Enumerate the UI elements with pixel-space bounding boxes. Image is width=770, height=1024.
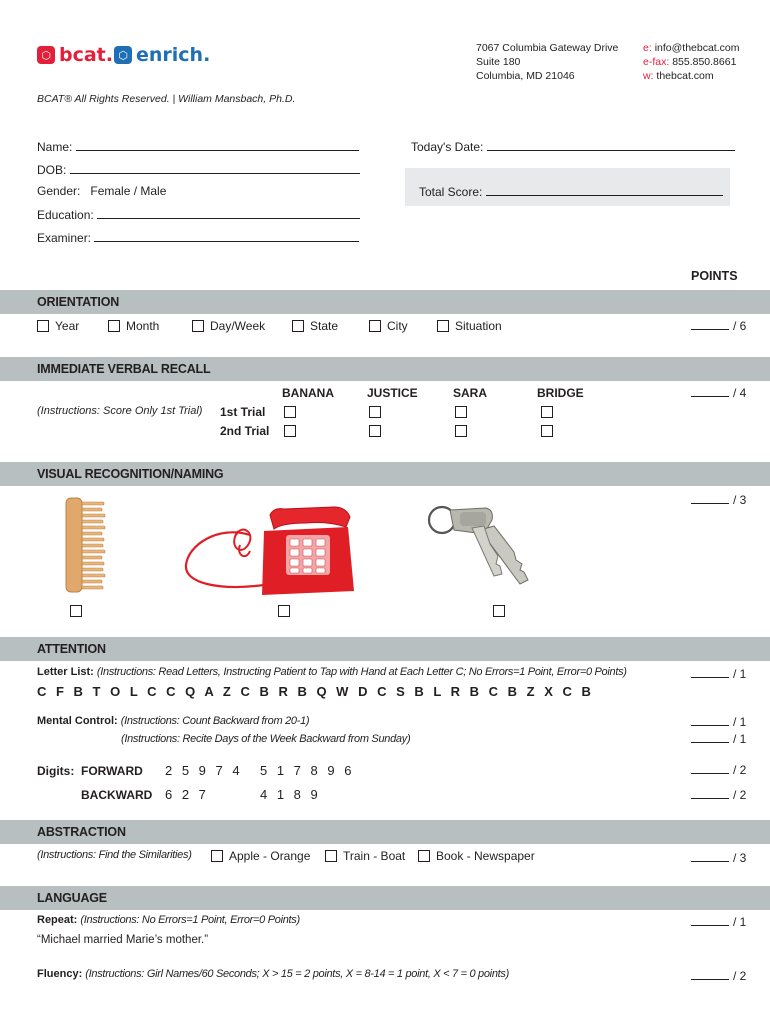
mental-control-instructions-1: (Instructions: Count Backward from 20-1)	[120, 715, 310, 727]
fax-number: 855.850.8661	[672, 56, 737, 68]
mental-control-score-2[interactable]	[691, 732, 746, 746]
language-title: LANGUAGE	[37, 891, 107, 905]
address-line-1: 7067 Columbia Gateway Drive	[476, 42, 619, 54]
backward-digits-1: 6 2 7	[165, 787, 209, 802]
backward-digits-2: 4 1 8 9	[260, 787, 321, 802]
situation-checkbox[interactable]	[437, 320, 449, 332]
mental-control-score-1[interactable]	[691, 715, 746, 729]
total-score-label: Total Score:	[419, 185, 483, 199]
web-link[interactable]: thebcat.com	[656, 70, 714, 82]
mental-control-score-1-max: / 1	[733, 715, 747, 729]
keys-image	[424, 500, 534, 592]
trial-2-label: 2nd Trial	[220, 424, 270, 438]
gender-label: Gender:	[37, 184, 81, 198]
recall-band	[0, 357, 770, 381]
attention-band	[0, 637, 770, 661]
fluency-score-max: / 2	[733, 969, 747, 983]
recall-title: IMMEDIATE VERBAL RECALL	[37, 362, 211, 376]
mental-control-instructions-2: (Instructions: Recite Days of the Week Backward from Sunday)	[121, 733, 411, 745]
letter-sequence: C F B T O L C C Q A Z C B R B Q W D C S B L R B C B Z X C B	[37, 684, 591, 699]
address-line-2: Suite 180	[476, 56, 521, 68]
comb-checkbox[interactable]	[70, 605, 82, 617]
dob-field[interactable]	[37, 162, 360, 177]
enrich-logo-icon: ⬡	[114, 46, 132, 64]
situation-label: Situation	[455, 319, 502, 333]
recall-word-banana: BANANA	[282, 386, 334, 400]
education-label: Education:	[37, 208, 94, 222]
trial1-banana-checkbox[interactable]	[284, 406, 296, 418]
trial2-banana-checkbox[interactable]	[284, 425, 296, 437]
visual-band	[0, 462, 770, 486]
train-boat-label: Train - Boat	[343, 849, 406, 863]
day-week-checkbox[interactable]	[192, 320, 204, 332]
fluency-row	[37, 968, 509, 980]
web-key: w:	[643, 70, 654, 82]
contact-block	[643, 41, 739, 83]
trial2-bridge-checkbox[interactable]	[541, 425, 553, 437]
date-label: Today's Date:	[411, 140, 484, 154]
letter-list-score[interactable]	[691, 667, 746, 681]
gender-options[interactable]: Female / Male	[90, 184, 167, 198]
recall-word-justice: JUSTICE	[367, 386, 418, 400]
bcat-logo	[37, 44, 113, 66]
digits-label: Digits:	[37, 764, 75, 778]
fluency-label: Fluency:	[37, 968, 83, 980]
bcat-logo-text: bcat.	[59, 44, 113, 66]
visual-score[interactable]	[691, 493, 746, 507]
letter-list-label: Letter List:	[37, 666, 94, 678]
language-band	[0, 886, 770, 910]
telephone-checkbox[interactable]	[278, 605, 290, 617]
trial1-sara-checkbox[interactable]	[455, 406, 467, 418]
address-line-3: Columbia, MD 21046	[476, 70, 575, 82]
repeat-row	[37, 914, 300, 926]
fluency-score[interactable]	[691, 969, 746, 983]
orientation-band	[0, 290, 770, 314]
date-field[interactable]	[411, 139, 735, 154]
education-field[interactable]	[37, 207, 360, 222]
train-boat-checkbox[interactable]	[325, 850, 337, 862]
address-block	[476, 41, 618, 83]
repeat-label: Repeat:	[37, 914, 78, 926]
apple-orange-label: Apple - Orange	[229, 849, 311, 863]
trial2-sara-checkbox[interactable]	[455, 425, 467, 437]
name-label: Name:	[37, 140, 73, 154]
backward-score[interactable]	[691, 788, 746, 802]
forward-digits-2: 5 1 7 8 9 6	[260, 763, 355, 778]
telephone-image	[178, 505, 356, 597]
copyright-line: BCAT® All Rights Reserved. | William Mansbach, Ph.D.	[37, 93, 296, 105]
orientation-score-max: / 6	[733, 319, 747, 333]
city-label: City	[387, 319, 408, 333]
trial-1-label: 1st Trial	[220, 405, 266, 419]
month-checkbox[interactable]	[108, 320, 120, 332]
mental-control-score-2-max: / 1	[733, 732, 747, 746]
trial2-justice-checkbox[interactable]	[369, 425, 381, 437]
visual-score-max: / 3	[733, 493, 747, 507]
keys-checkbox[interactable]	[493, 605, 505, 617]
state-label: State	[310, 319, 339, 333]
book-newspaper-label: Book - Newspaper	[436, 849, 535, 863]
points-header: POINTS	[691, 269, 738, 283]
repeat-score-max: / 1	[733, 915, 747, 929]
trial1-bridge-checkbox[interactable]	[541, 406, 553, 418]
month-label: Month	[126, 319, 160, 333]
email-link[interactable]: info@thebcat.com	[654, 42, 740, 54]
recall-word-sara: SARA	[453, 386, 488, 400]
abstraction-band	[0, 820, 770, 844]
repeat-instructions: (Instructions: No Errors=1 Point, Error=0 Points)	[80, 914, 300, 926]
letter-list-instructions: (Instructions: Read Letters, Instructing Patient to Tap with Hand at Each Letter C; No Errors=1 Point, Error=0 Points)	[96, 666, 627, 678]
abstraction-score[interactable]	[691, 851, 746, 865]
examiner-label: Examiner:	[37, 231, 92, 245]
letter-list-score-max: / 1	[733, 667, 747, 681]
email-key: e:	[643, 42, 652, 54]
attention-title: ATTENTION	[37, 642, 106, 656]
backward-score-max: / 2	[733, 788, 747, 802]
dob-label: DOB:	[37, 163, 67, 177]
repeat-sentence: “Michael married Marie’s mother.”	[37, 934, 209, 946]
year-label: Year	[55, 319, 80, 333]
visual-title: VISUAL RECOGNITION/NAMING	[37, 467, 224, 481]
fluency-instructions: (Instructions: Girl Names/60 Seconds; X > 15 = 2 points, X = 8-14 = 1 point, X < 7 = 0 points)	[85, 968, 509, 980]
comb-image	[64, 496, 108, 594]
book-newspaper-checkbox[interactable]	[418, 850, 430, 862]
forward-label: FORWARD	[81, 764, 143, 778]
abstraction-instructions: (Instructions: Find the Similarities)	[37, 849, 192, 861]
apple-orange-checkbox[interactable]	[211, 850, 223, 862]
day-week-label: Day/Week	[210, 319, 266, 333]
enrich-logo-text: enrich.	[136, 44, 211, 66]
total-score-field[interactable]	[419, 184, 723, 199]
bcat-logo-icon: ⬡	[37, 46, 55, 64]
year-checkbox[interactable]	[37, 320, 49, 332]
recall-score-max: / 4	[733, 386, 747, 400]
recall-instructions: (Instructions: Score Only 1st Trial)	[37, 405, 203, 417]
backward-label: BACKWARD	[81, 788, 153, 802]
forward-score[interactable]	[691, 763, 746, 777]
repeat-score[interactable]	[691, 915, 746, 929]
gender-field[interactable]	[37, 184, 166, 198]
fax-key: e-fax:	[643, 56, 670, 68]
recall-score[interactable]	[691, 386, 746, 400]
mental-control-row	[37, 715, 309, 727]
letter-list-row	[37, 666, 627, 678]
city-checkbox[interactable]	[369, 320, 381, 332]
enrich-logo	[114, 44, 210, 66]
orientation-score[interactable]	[691, 319, 746, 333]
abstraction-score-max: / 3	[733, 851, 747, 865]
forward-digits-1: 2 5 9 7 4	[165, 763, 243, 778]
mental-control-label: Mental Control:	[37, 715, 118, 727]
state-checkbox[interactable]	[292, 320, 304, 332]
name-field[interactable]	[37, 139, 359, 154]
recall-word-bridge: BRIDGE	[537, 386, 584, 400]
orientation-title: ORIENTATION	[37, 295, 120, 309]
forward-score-max: / 2	[733, 763, 747, 777]
abstraction-title: ABSTRACTION	[37, 825, 126, 839]
examiner-field[interactable]	[37, 230, 359, 245]
trial1-justice-checkbox[interactable]	[369, 406, 381, 418]
